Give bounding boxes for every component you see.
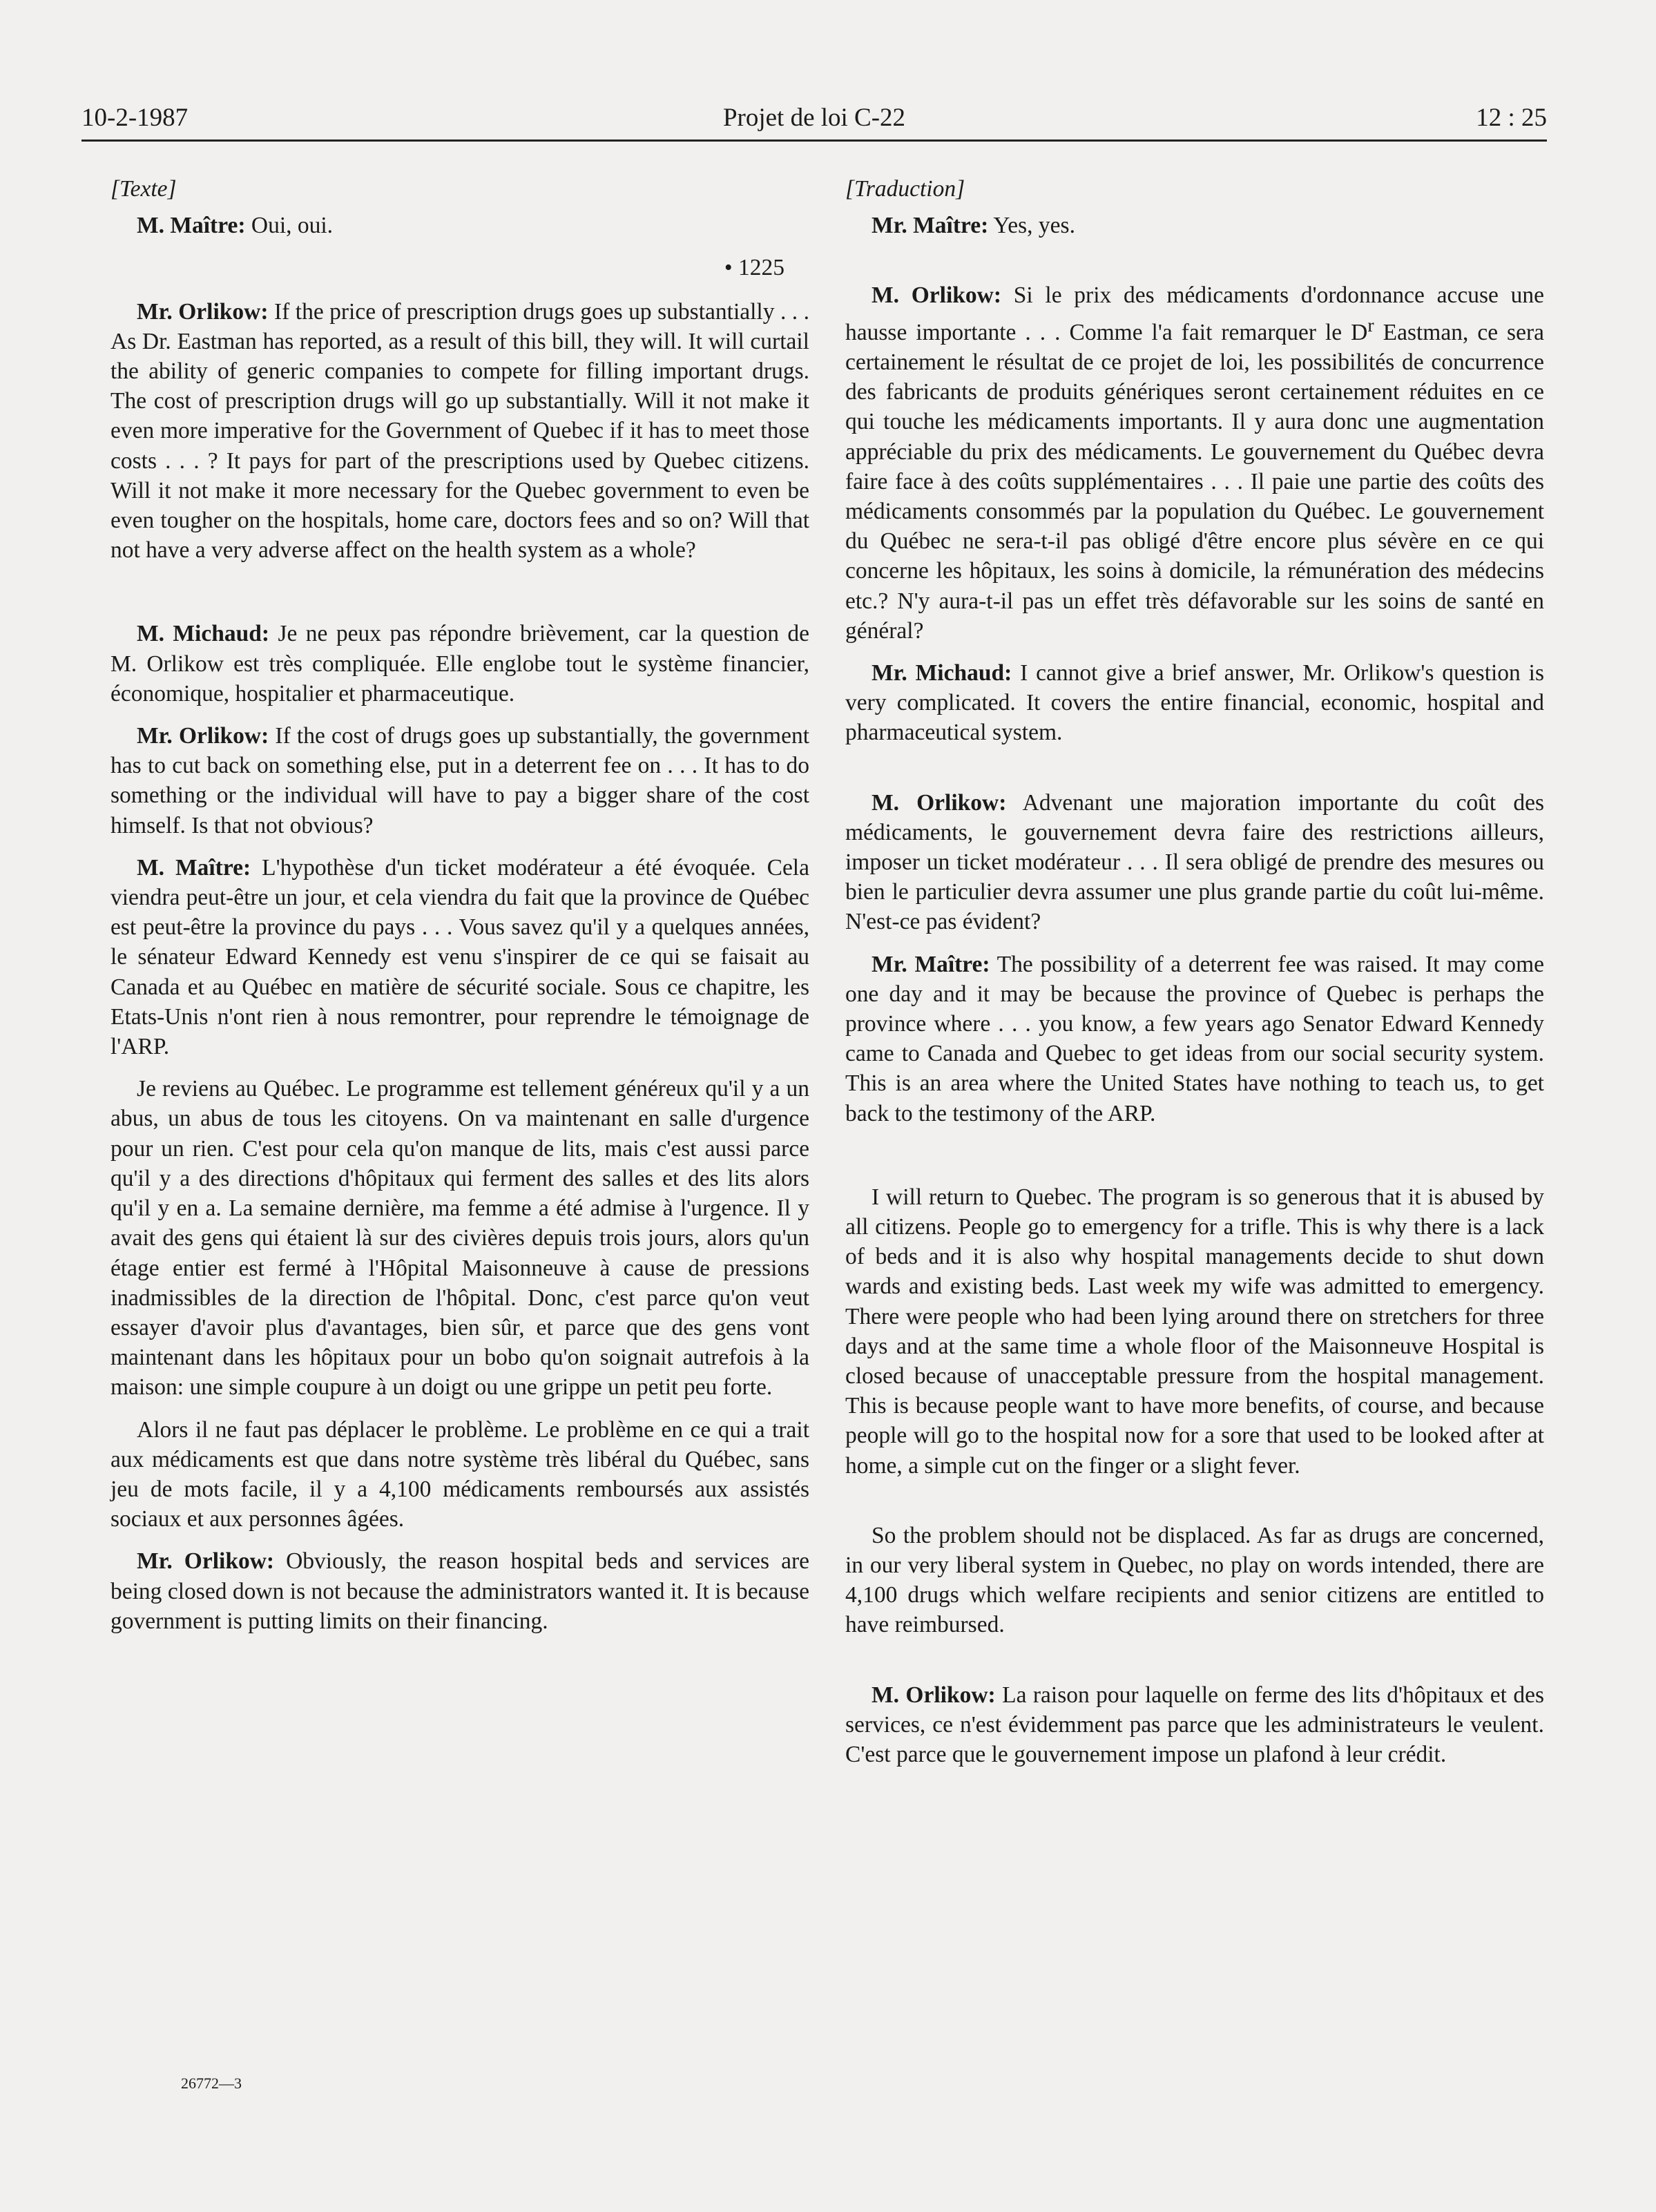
- paragraph: Je reviens au Québec. Le programme est tellement généreux qu'il y a un abus, un abus de tous les citoyens. On va maintenant en salle d'urgence pour un rien. C'est pour cela qu'on manque de lits, mais c'est aussi parce qu'il y a des directions d'hôpitaux qui ferment des salles et des lits alors qu'il y en a. La semaine dernière, ma femme a été admise à l'urgence. Il y avait des gens qui étaient là sur des civières depuis trois jours, alors qu'un étage entier est fermé à l'Hôpital Maisonneuve à cause de pressions inadmissibles de la direction de l'hôpital. Donc, c'est parce qu'on veut essayer d'avoir plus d'avantages, bien sûr, et parce que des gens vont maintenant dans les hôpitaux pour un bobo qu'on soignait autrefois à la maison: une simple coupure à un doigt ou une grippe un petit peu forte.: [110, 1076, 809, 1401]
- paragraph: [110, 853, 809, 1061]
- paragraph: [110, 619, 809, 709]
- paragraph: [110, 721, 809, 840]
- paragraph: So the problem should not be displaced. As far as drugs are concerned, in our very liberal system in Quebec, no play on words intended, there are 4,100 drugs which welfare recipients and senior citizens are entitled to have reimbursed.: [845, 1522, 1544, 1638]
- header-date: 10-2-1987: [81, 104, 189, 132]
- speech-text: Eastman, ce sera certainement le résultat de ce projet de loi, les possibilités de concurrence des fabricants de produits génériques seront certainement réduites en ce qui touche les médicaments importants. Il y aura donc une augmentation appréciable du prix des médicaments. Le gouvernement du Québec devra faire face à des coûts supplémentaires . . . Il paie une partie des coûts des médicaments consommés par la population du Québec. Le gouvernement du Québec ne sera-t-il pas obligé d'être encore plus sévère en ce qui concerne les hôpitaux, les soins à domicile, la rémunération des médecins etc.? N'y aura-t-il pas un effet très défavorable sur les soins de santé en général?: [845, 319, 1544, 644]
- paragraph: [110, 211, 809, 240]
- speech-text: La raison pour laquelle on ferme des lits d'hôpitaux et des services, ce n'est évidemment pas parce que les administrateurs le veulent. C'est parce que le gouvernement impose un plafond à leur crédit.: [845, 1682, 1544, 1768]
- paragraph: Alors il ne faut pas déplacer le problème. Le problème en ce qui a trait aux médicaments est que dans notre système très libéral du Québec, sans jeu de mots facile, il y a 4,100 médicaments remboursés aux assistés sociaux et aux personnes âgées.: [110, 1416, 809, 1532]
- speech-text: Je ne peux pas répondre brièvement, car la question de M. Orlikow est très compliquée. Elle englobe tout le système financier, économique, hospitalier et pharmaceutique.: [110, 621, 809, 706]
- paragraph: [845, 788, 1544, 937]
- speaker-name: Mr. Orlikow:: [137, 723, 269, 749]
- right-column: [845, 174, 1544, 1782]
- paragraph: I will return to Quebec. The program is so generous that it is abused by all citizens. People go to emergency for a trifle. This is why there is a lack of beds and it is also why hospital managements decide to shut down wards and existing beds. Last week my wife was admitted to emergency. There were people who had been lying around there on stretchers for three days and at the same time a whole floor of the Maisonneuve Hospital is closed because of unacceptable pressure from the hospital management. This is because people want to have more benefits, of course, and because people will go to the hospital now for a sore that used to be looked after at home, a simple cut on the finger or a slight fever.: [845, 1184, 1544, 1479]
- speaker-name: M. Michaud:: [137, 621, 270, 647]
- speech-text: L'hypothèse d'un ticket modérateur a été évoquée. Cela viendra peut-être un jour, et cela viendra du fait que la province de Québec est peut-être la province du pays . . . Vous savez qu'il y a quelques années, le sénateur Edward Kennedy est venu s'inspirer de ce qui se faisait au Canada et au Québec en matière de sécurité sociale. Sous ce chapitre, les Etats-Unis n'ont rien à nous remontrer, pour reprendre le témoignage de l'ARP.: [110, 854, 809, 1060]
- header-rule: [81, 140, 1547, 142]
- speech-text: Obviously, the reason hospital beds and services are being closed down is not because the administrators wanted it. It is because government is putting limits on their financing.: [110, 1548, 809, 1634]
- speech-text: I cannot give a brief answer, Mr. Orlikow's question is very complicated. It covers the entire financial, economic, hospital and pharmaceutical system.: [845, 660, 1545, 746]
- paragraph: [845, 211, 1544, 240]
- speech-text: If the price of prescription drugs goes up substantially . . . As Dr. Eastman has reported, as a result of this bill, they will. It will curtail the ability of generic companies to compete for filling important drugs. The cost of prescription drugs will go up substantially. Will it not make it even more imperative for the Government of Quebec if it has to meet those costs . . . ? It pays for part of the prescriptions used by Quebec citizens. Will it not make it more necessary for the Quebec government to even be even tougher on the hospitals, home care, doctors fees and so on? Will that not have a very adverse affect on the health system as a whole?: [110, 298, 809, 564]
- page-header: [81, 102, 1547, 144]
- speaker-name: M. Orlikow:: [872, 789, 1007, 816]
- speech-text: If the cost of drugs goes up substantially, the government has to cut back on something else, put in a deterrent fee on . . . It has to do something or the individual will have to pay a bigger share of the cost himself. Is that not obvious?: [110, 723, 810, 838]
- speaker-name: Mr. Orlikow:: [137, 1548, 275, 1575]
- speech-text: Advenant une majoration importante du coût des médicaments, le gouvernement devra faire des restrictions ailleurs, imposer un ticket modérateur . . . Il sera obligé de prendre des mesures ou bien le particulier devra assumer une plus grande partie du coût lui-même. N'est-ce pas évident?: [845, 789, 1545, 935]
- section-label-traduction: [Traduction]: [845, 176, 965, 202]
- timestamp: • 1225: [724, 255, 784, 281]
- superscript: r: [1367, 314, 1374, 336]
- section-label-texte: [Texte]: [110, 176, 177, 202]
- paragraph: [110, 1546, 809, 1636]
- speaker-name: Mr. Orlikow:: [137, 298, 269, 325]
- speaker-name: Mr. Maître:: [872, 213, 989, 239]
- speech-text: The possibility of a deterrent fee was raised. It may come one day and it may be because the province of Quebec is perhaps the province where . . . you know, a few years ago Senator Edward Kennedy came to Canada and Quebec to get ideas from our social security system. This is an area where the United States have nothing to teach us, to get back to the testimony of the ARP.: [845, 951, 1544, 1126]
- speaker-name: M. Maître:: [137, 213, 246, 239]
- paragraph: [110, 297, 809, 566]
- speaker-name: M. Orlikow:: [872, 1682, 996, 1708]
- print-code: 26772—3: [181, 2075, 242, 2092]
- header-page-number: 12 : 25: [1476, 104, 1547, 132]
- left-column: [110, 174, 809, 1648]
- paragraph: [845, 280, 1544, 646]
- paragraph: [845, 1680, 1544, 1770]
- speaker-name: Mr. Maître:: [872, 951, 990, 977]
- speaker-name: Mr. Michaud:: [872, 660, 1012, 686]
- speech-text: Yes, yes.: [988, 213, 1075, 239]
- speaker-name: M. Maître:: [137, 854, 251, 881]
- speech-text: Si le prix des médicaments d'ordonnance accuse une hausse importante . . . Comme l'a fait remarquer le D: [845, 282, 1545, 345]
- paragraph: [845, 950, 1544, 1128]
- header-title: Projet de loi C-22: [722, 104, 906, 132]
- paragraph: [845, 658, 1544, 748]
- speech-text: Oui, oui.: [245, 213, 334, 239]
- speaker-name: M. Orlikow:: [872, 282, 1001, 309]
